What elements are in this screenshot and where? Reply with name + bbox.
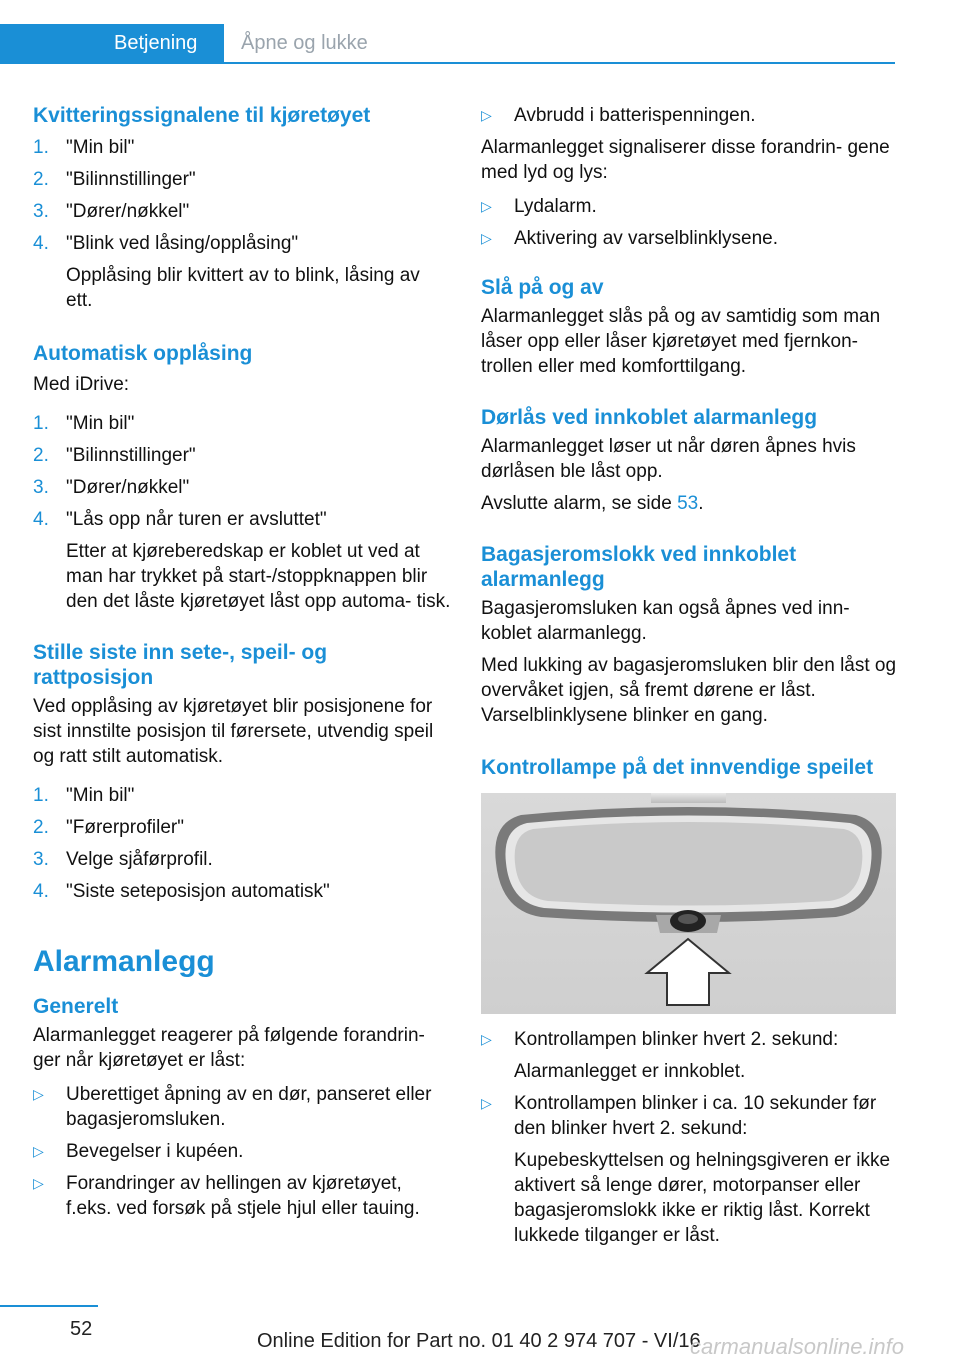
trunk-text-2: Med lukking av bagasjeromsluken blir den låst og overvåket igjen, så fremt dørene er låst. Varselblinklysene blinker en gang. — [481, 655, 897, 726]
auto-intro: Med iDrive: — [33, 374, 130, 395]
list-item: 3. "Dører/nøkkel" — [33, 477, 190, 498]
list-item: ▷ Uberettiget åpning av en dør, panseret eller bagasjeromsluken. — [33, 1084, 432, 1130]
edition-info: Online Edition for Part no. 01 40 2 974 707 - VI/16 — [257, 1330, 701, 1352]
bullet-triangle-icon: ▷ — [481, 230, 492, 246]
heading-general: Generelt — [33, 995, 119, 1018]
lamp-note-2: Kupebeskyttelsen og helningsgiveren er ikke aktivert så lenge dører, motorpanser eller bagasjeromslokk ikke er riktig låst. Korrekt lukkede tilganger er låst. — [514, 1150, 891, 1246]
bullet-triangle-icon: ▷ — [481, 1031, 492, 1047]
list-item: ▷ Kontrollampen blinker hvert 2. sekund: Alarmanlegget er innkoblet. — [481, 1027, 897, 1084]
watermark: carmanualsonline.info — [690, 1334, 905, 1359]
bullet-triangle-icon: ▷ — [33, 1175, 44, 1191]
heading-door-lock: Dørlås ved innkoblet alarmanlegg — [481, 406, 818, 429]
list-item: ▷ Bevegelser i kupéen. — [33, 1141, 244, 1162]
footer-rule — [0, 1305, 98, 1307]
heading-trunk: Bagasjeromslokk ved innkoblet alarmanlegg — [481, 543, 797, 591]
rearview-mirror-image — [481, 793, 896, 1014]
list-item: ▷ Forandringer av hellingen av kjøretøyet, f.eks. ved forsøk på stjele hjul eller tauing. — [33, 1173, 420, 1219]
bullet-triangle-icon: ▷ — [33, 1086, 44, 1102]
list-item: 4. "Blink ved låsing/opplåsing" Opplåsing blir kvittert av to blink, låsing av ett. — [33, 231, 451, 313]
lamp-note-1: Alarmanlegget er innkoblet. — [514, 1061, 746, 1082]
list-item: 3. "Dører/nøkkel" — [33, 201, 190, 222]
general-list — [33, 1082, 451, 1221]
signals-note: Opplåsing blir kvittert av to blink, låsing av ett. — [66, 265, 420, 311]
heading-on-off: Slå på og av — [481, 276, 604, 299]
heading-seat-position: Stille siste inn sete-, speil- og rattposisjon — [33, 641, 328, 689]
heading-alarm-system: Alarmanlegg — [33, 945, 215, 978]
list-item: 1. "Min bil" — [33, 785, 135, 806]
bullet-triangle-icon: ▷ — [33, 1143, 44, 1159]
door-reference: Avslutte alarm, se side 53. — [481, 493, 704, 514]
mirror-illustration — [481, 793, 897, 1014]
heading-auto-unlock: Automatisk opplåsing — [33, 342, 253, 365]
top-list — [481, 103, 897, 128]
list-item: 2. "Førerprofiler" — [33, 817, 184, 838]
header-subsection-tab: Åpne og lukke — [241, 32, 368, 54]
list-item: 2. "Bilinnstillinger" — [33, 445, 196, 466]
lamp-list — [481, 1027, 897, 1248]
signal-list — [481, 194, 897, 251]
seat-text: Ved opplåsing av kjøretøyet blir posisjonene for sist innstilte posisjon til førersete, utvendig speil og ratt stilt automatisk. — [33, 696, 434, 767]
auto-list — [33, 411, 451, 614]
auto-note: Etter at kjøreberedskap er koblet ut ved at man har trykket på start-/stoppknappen blir den det låste kjøretøyet låst opp automa‐ tisk. — [66, 541, 451, 612]
signal-text: Alarmanlegget signaliserer disse forandrin‐ gene med lyd og lys: — [481, 137, 890, 183]
header-section-tab: Betjening — [0, 24, 224, 62]
heading-signals: Kvitteringssignalene til kjøretøyet — [33, 104, 371, 127]
seat-list — [33, 783, 451, 904]
page-link[interactable]: 53 — [677, 493, 699, 514]
list-item: 1. "Min bil" — [33, 413, 135, 434]
list-item: 4. "Lås opp når turen er avsluttet" Etter at kjøreberedskap er koblet ut ved at man har trykket på start-/stoppknappen blir den det låste kjøretøyet låst opp automa‐ tisk. — [33, 509, 451, 612]
bullet-triangle-icon: ▷ — [481, 198, 492, 214]
general-text: Alarmanlegget reagerer på følgende forandrin‐ ger når kjøretøyet er låst: — [33, 1025, 425, 1071]
trunk-text-1: Bagasjeromsluken kan også åpnes ved inn‐ koblet alarmanlegg. — [481, 598, 850, 644]
left-column — [33, 100, 451, 1221]
list-item: 2. "Bilinnstillinger" — [33, 169, 196, 190]
bullet-triangle-icon: ▷ — [481, 107, 492, 123]
page-number: 52 — [70, 1318, 93, 1340]
list-item: ▷ Kontrollampen blinker i ca. 10 sekunder før den blinker hvert 2. sekund: Kupebeskyttelsen og helningsgiveren er ikke aktivert så lenge dører, motorpanser eller bagasjeromslokk ikke er riktig låst. Korrekt lukkede tilganger er låst. — [481, 1091, 897, 1248]
list-item: ▷ Lydalarm. — [481, 196, 597, 217]
door-text: Alarmanlegget løser ut når døren åpnes hvis dørlåsen ble låst opp. — [481, 436, 856, 482]
header-rule — [0, 62, 895, 64]
right-column — [481, 100, 897, 1248]
on-off-text: Alarmanlegget slås på og av samtidig som man låser opp eller låser kjøretøyet med fjernkon‐ trollen eller med komforttilgang. — [481, 306, 881, 377]
bullet-triangle-icon: ▷ — [481, 1095, 492, 1111]
list-item: 1. "Min bil" — [33, 137, 135, 158]
signals-list — [33, 135, 451, 313]
heading-indicator-lamp: Kontrollampe på det innvendige speilet — [481, 756, 874, 779]
list-item: ▷ Avbrudd i batterispenningen. — [481, 105, 756, 126]
list-item: 4. "Siste seteposisjon automatisk" — [33, 881, 330, 902]
list-item: 3. Velge sjåførprofil. — [33, 849, 213, 870]
list-item: ▷ Aktivering av varselblinklysene. — [481, 228, 779, 249]
